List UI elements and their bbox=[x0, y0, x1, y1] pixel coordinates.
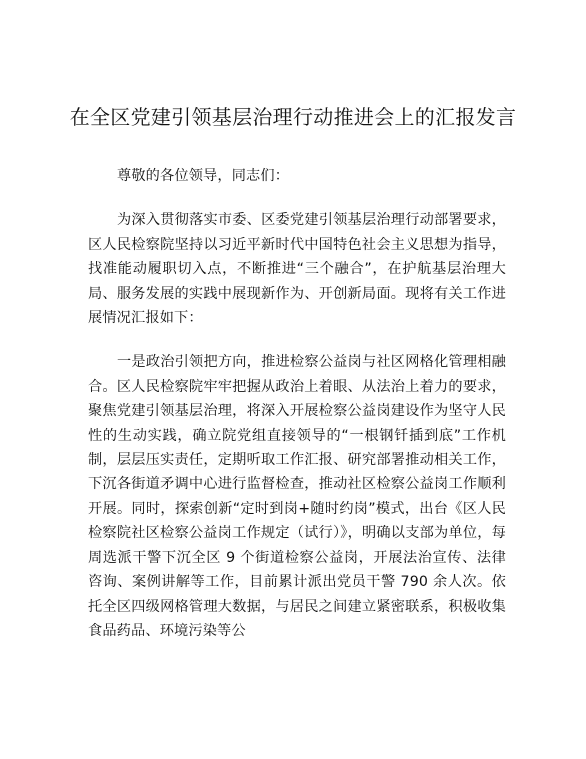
paragraph-intro: 为深入贯彻落实市委、区委党建引领基层治理行动部署要求，区人民检察院坚持以习近平新时代中国特色社会主义思想为指导，找准能动履职切入点，不断推进“三个融合”，在护航基层治理大局、服务发展的实践中展现新作为、开创新局面。现将有关工作进展情况汇报如下： bbox=[88, 212, 506, 327]
paragraph-first-point: 一是政治引领把方向，推进检察公益岗与社区网格化管理相融合。区人民检察院牢牢把握从政治上着眼、从法治上着力的要求，聚焦党建引领基层治理，将深入开展检察公益岗建设作为坚守人民性的生动实践，确立院党组直接领导的“一根钢钎插到底”工作机制，层层压实责任，定期听取工作汇报、研究部署推动相关工作，下沉各街道矛调中心进行监督检查，推动社区检察公益岗工作顺利开展。同时，探索创新“定时到岗+随时约岗”模式，出台《区人民检察院社区检察公益岗工作规定（试行）》，明确以支部为单位，每周选派干警下沉全区 9 个街道检察公益岗，开展法治宣传、法律咨询、案例讲解等工作，目前累计派出党员干警 790 余人次。依托全区四级网格管理大数据，与居民之间建立紧密联系，积极收集食品药品、环境污染等公 bbox=[88, 354, 506, 639]
document-body bbox=[88, 164, 506, 643]
document-title: 在全区党建引领基层治理行动推进会上的汇报发言 bbox=[69, 105, 517, 129]
salutation: 尊敬的各位领导，同志们： bbox=[117, 168, 290, 184]
